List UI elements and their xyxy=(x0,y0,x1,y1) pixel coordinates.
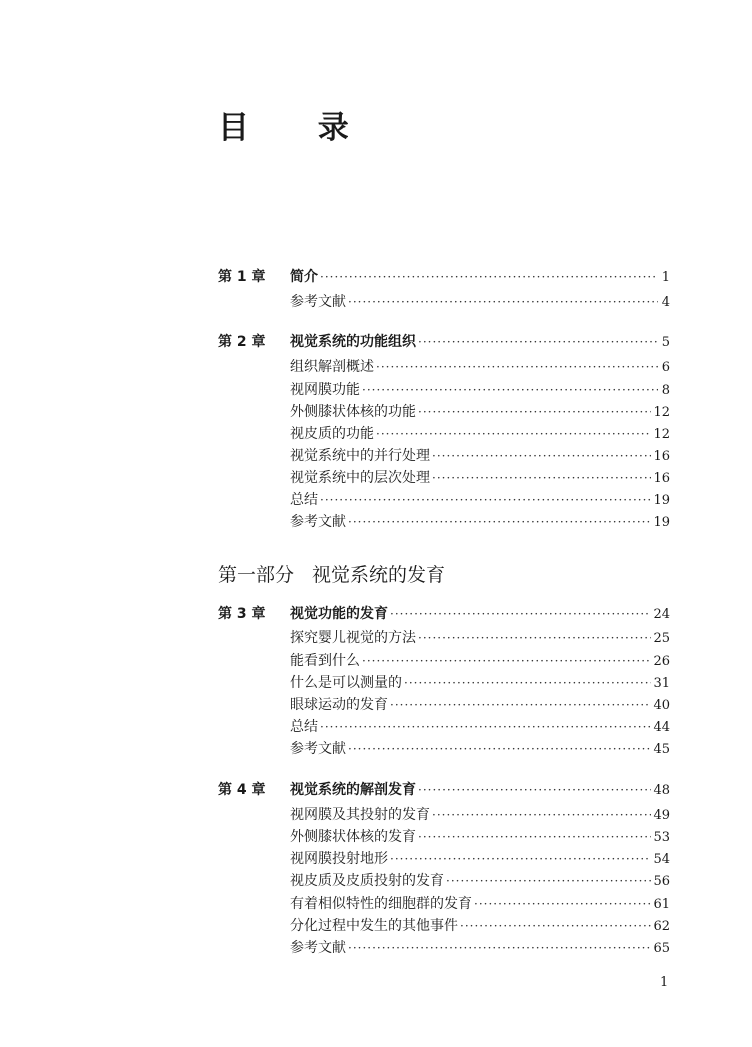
toc-entry[interactable] xyxy=(290,849,670,869)
toc-entry[interactable] xyxy=(290,651,670,671)
chapter-title: 视觉系统的解剖发育 xyxy=(290,782,416,798)
dot-leader xyxy=(418,332,658,352)
page-ref: 62 xyxy=(653,919,670,934)
toc-entry[interactable] xyxy=(290,628,670,648)
page-ref: 5 xyxy=(661,335,670,350)
page-ref: 16 xyxy=(653,471,670,486)
dot-leader xyxy=(362,380,658,400)
dot-leader xyxy=(418,628,651,648)
dot-leader xyxy=(390,695,651,715)
toc-entry[interactable] xyxy=(290,871,670,891)
toc-entry[interactable] xyxy=(290,673,670,693)
page-ref: 54 xyxy=(653,852,670,867)
page-ref: 1 xyxy=(661,270,670,285)
page-ref: 26 xyxy=(653,654,670,669)
dot-leader xyxy=(348,512,651,532)
dot-leader xyxy=(320,717,651,737)
dot-leader xyxy=(418,827,651,847)
toc-entry[interactable] xyxy=(290,805,670,825)
entry-title: 眼球运动的发育 xyxy=(290,697,388,713)
page-ref: 45 xyxy=(653,742,670,757)
dot-leader xyxy=(404,673,651,693)
page-ref: 4 xyxy=(661,295,670,310)
dot-leader xyxy=(390,604,651,624)
toc-entry[interactable] xyxy=(290,468,670,488)
dot-leader xyxy=(432,805,651,825)
page-ref: 48 xyxy=(653,783,670,798)
toc-entry[interactable] xyxy=(290,938,670,958)
page-ref: 53 xyxy=(653,830,670,845)
entry-title: 探究婴儿视觉的方法 xyxy=(290,630,416,646)
dot-leader xyxy=(474,894,651,914)
entry-title: 视皮质的功能 xyxy=(290,426,374,442)
toc-entry[interactable] xyxy=(290,446,670,466)
entry-title: 参考文献 xyxy=(290,514,346,530)
entry-title: 参考文献 xyxy=(290,741,346,757)
toc-entry[interactable] xyxy=(290,894,670,914)
dot-leader xyxy=(460,916,651,936)
entry-title: 参考文献 xyxy=(290,940,346,956)
page-title: 目 录 xyxy=(218,110,378,146)
page-ref: 31 xyxy=(653,676,670,691)
toc-part-1[interactable] xyxy=(218,563,445,587)
entry-title: 组织解剖概述 xyxy=(290,359,374,375)
page-ref: 65 xyxy=(653,941,670,956)
page-ref: 49 xyxy=(653,808,670,823)
dot-leader xyxy=(320,490,651,510)
toc-entry[interactable] xyxy=(290,717,670,737)
entry-title: 总结 xyxy=(290,719,318,735)
entry-title: 能看到什么 xyxy=(290,653,360,669)
chapter-title: 视觉功能的发育 xyxy=(290,606,388,622)
toc-chapter-2[interactable] xyxy=(218,332,670,352)
part-label: 第一部分 xyxy=(218,564,295,586)
toc-entry[interactable] xyxy=(290,739,670,759)
dot-leader xyxy=(348,739,651,759)
entry-title: 什么是可以测量的 xyxy=(290,675,402,691)
page-ref: 12 xyxy=(653,427,670,442)
page-ref: 16 xyxy=(653,449,670,464)
toc-entry[interactable] xyxy=(290,424,670,444)
toc-entry[interactable] xyxy=(290,490,670,510)
entry-title: 参考文献 xyxy=(290,294,346,310)
page-ref: 12 xyxy=(653,405,670,420)
chapter-title: 视觉系统的功能组织 xyxy=(290,334,416,350)
page-number: 1 xyxy=(660,975,669,990)
entry-title: 视网膜投射地形 xyxy=(290,851,388,867)
page-ref: 61 xyxy=(653,897,670,912)
dot-leader xyxy=(418,780,651,800)
entry-title: 分化过程中发生的其他事件 xyxy=(290,918,458,934)
page-ref: 25 xyxy=(653,631,670,646)
entry-title: 视觉系统中的并行处理 xyxy=(290,448,430,464)
chapter-label: 第 4 章 xyxy=(218,782,266,798)
toc-chapter-1[interactable] xyxy=(218,267,670,287)
entry-title: 总结 xyxy=(290,492,318,508)
chapter-title: 简介 xyxy=(290,269,318,285)
toc-entry[interactable] xyxy=(290,916,670,936)
dot-leader xyxy=(376,357,658,377)
chapter-label: 第 2 章 xyxy=(218,334,266,350)
part-title: 视觉系统的发育 xyxy=(312,564,446,586)
chapter-label: 第 1 章 xyxy=(218,269,266,285)
entry-title: 视网膜功能 xyxy=(290,382,360,398)
toc-entry[interactable] xyxy=(290,512,670,532)
dot-leader xyxy=(348,292,658,312)
dot-leader xyxy=(348,938,651,958)
toc-entry[interactable] xyxy=(290,357,670,377)
dot-leader xyxy=(320,267,658,287)
page-ref: 24 xyxy=(653,607,670,622)
toc-chapter-3[interactable] xyxy=(218,604,670,624)
entry-title: 视网膜及其投射的发育 xyxy=(290,807,430,823)
page-ref: 56 xyxy=(653,874,670,889)
page-ref: 40 xyxy=(653,698,670,713)
chapter-label: 第 3 章 xyxy=(218,606,266,622)
entry-title: 有着相似特性的细胞群的发育 xyxy=(290,896,472,912)
toc-entry[interactable] xyxy=(290,380,670,400)
page-ref: 6 xyxy=(661,360,670,375)
toc-entry[interactable] xyxy=(290,292,670,312)
dot-leader xyxy=(376,424,651,444)
page-ref: 19 xyxy=(653,493,670,508)
dot-leader xyxy=(446,871,651,891)
dot-leader xyxy=(432,468,651,488)
toc-entry[interactable] xyxy=(290,695,670,715)
entry-title: 视觉系统中的层次处理 xyxy=(290,470,430,486)
entry-title: 外侧膝状体核的功能 xyxy=(290,404,416,420)
entry-title: 视皮质及皮质投射的发育 xyxy=(290,873,444,889)
dot-leader xyxy=(432,446,651,466)
dot-leader xyxy=(418,402,651,422)
page-ref: 44 xyxy=(653,720,670,735)
page-ref: 8 xyxy=(661,383,670,398)
entry-title: 外侧膝状体核的发育 xyxy=(290,829,416,845)
page-ref: 19 xyxy=(653,515,670,530)
toc-chapter-4[interactable] xyxy=(218,780,670,800)
dot-leader xyxy=(362,651,651,671)
dot-leader xyxy=(390,849,651,869)
toc-entry[interactable] xyxy=(290,402,670,422)
toc-entry[interactable] xyxy=(290,827,670,847)
